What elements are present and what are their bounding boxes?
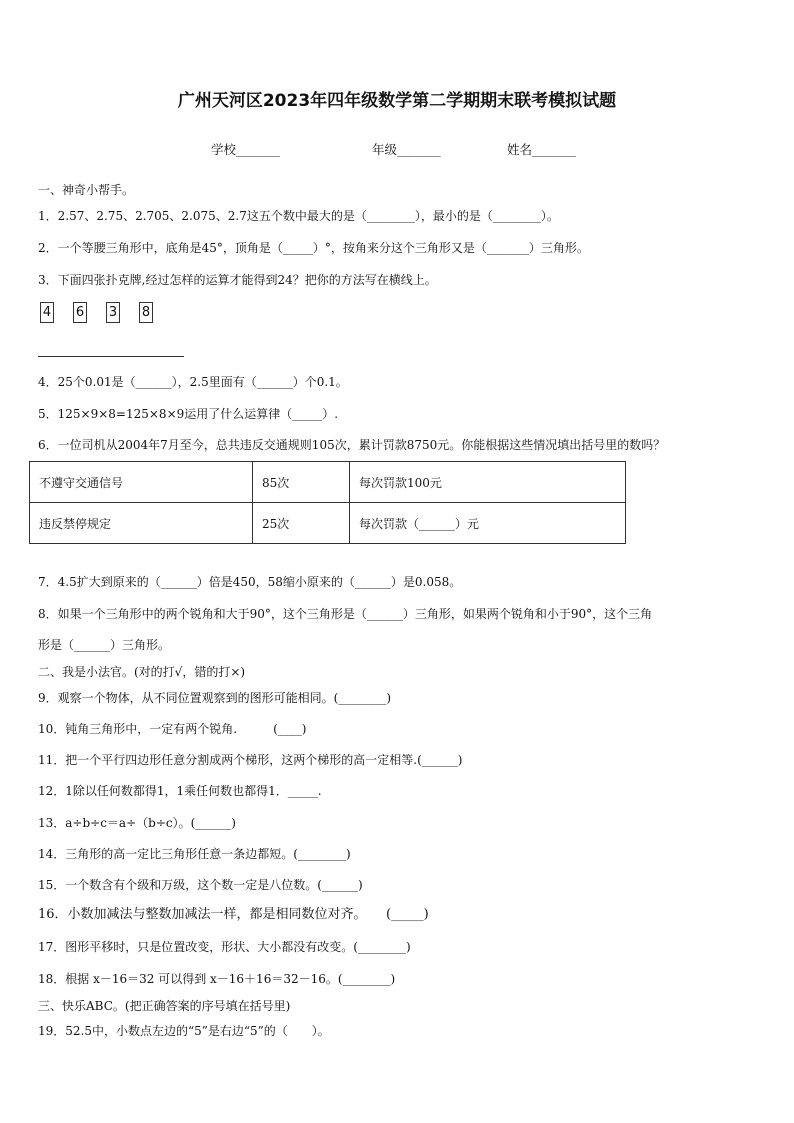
table-cell: 每次罚款100元	[350, 462, 626, 503]
table-row	[30, 462, 626, 503]
playing-card: 6	[73, 302, 87, 323]
question-18: 18．根据 x－16＝32 可以得到 x－16＋16＝32－16。(________)	[38, 972, 396, 986]
playing-card: 4	[40, 302, 54, 323]
question-8-line-1: 8．如果一个三角形中的两个锐角和大于90°，这个三角形是（______）三角形，如果两个锐角和小于90°，这个三角	[38, 607, 653, 621]
question-5: 5．125×9×8=125×8×9运用了什么运算律（_____）.	[38, 407, 339, 421]
question-8-line-2: 形是（______）三角形。	[38, 638, 171, 652]
table-cell: 违反禁停规定	[30, 503, 253, 544]
playing-card: 8	[139, 302, 153, 323]
question-7: 7．4.5扩大到原来的（______）倍是450，58缩小原来的（______）是0.058。	[38, 575, 462, 589]
question-16: 16．小数加减法与整数加减法一样，都是相同数位对齐。 (_____)	[38, 907, 429, 922]
violation-table	[29, 461, 626, 544]
question-13: 13．a÷b÷c＝a÷（b÷c）。(______)	[38, 816, 236, 830]
question-15: 15．一个数含有个级和万级，这个数一定是八位数。(______)	[38, 878, 363, 892]
question-9: 9．观察一个物体，从不同位置观察到的图形可能相同。(________)	[38, 691, 392, 705]
question-14: 14．三角形的高一定比三角形任意一条边都短。(________)	[38, 847, 351, 861]
question-17: 17．图形平移时，只是位置改变，形状、大小都没有改变。(________)	[38, 940, 411, 954]
question-10: 10．钝角三角形中，一定有两个锐角. (____)	[38, 722, 307, 736]
question-11: 11．把一个平行四边形任意分割成两个梯形，这两个梯形的高一定相等.(______)	[38, 753, 463, 767]
question-3: 3．下面四张扑克牌,经过怎样的运算才能得到24？把你的方法写在横线上。	[38, 273, 437, 287]
question-4: 4．25个0.01是（______），2.5里面有（______）个0.1。	[38, 375, 348, 389]
playing-cards	[40, 302, 153, 323]
section-heading-2: 二、我是小法官。(对的打√，错的打×)	[38, 665, 246, 679]
question-2: 2．一个等腰三角形中，底角是45°，顶角是（_____）°，按角来分这个三角形又是（_______）三角形。	[38, 241, 589, 255]
answer-line	[38, 356, 184, 357]
grade-field: 年级_______	[372, 142, 441, 157]
table-cell: 85次	[253, 462, 350, 503]
school-field: 学校_______	[211, 142, 280, 157]
question-12: 12．1除以任何数都得1，1乘任何数也都得1．_____.	[38, 784, 322, 798]
table-cell: 不遵守交通信号	[30, 462, 253, 503]
question-19: 19．52.5中，小数点左边的“5”是右边“5”的（ ）。	[38, 1024, 330, 1038]
name-field: 姓名_______	[507, 142, 576, 157]
question-1: 1．2.57、2.75、2.705、2.075、2.7这五个数中最大的是（________），最小的是（________）。	[38, 209, 559, 223]
section-heading-3: 三、快乐ABC。(把正确答案的序号填在括号里)	[38, 999, 291, 1013]
page-title: 广州天河区2023年四年级数学第二学期期末联考模拟试题	[177, 91, 617, 111]
playing-card: 3	[106, 302, 120, 323]
table-row	[30, 503, 626, 544]
question-6: 6．一位司机从2004年7月至今，总共违反交通规则105次，累计罚款8750元。你能根据这些情况填出括号里的数吗？	[38, 438, 666, 452]
table-cell: 25次	[253, 503, 350, 544]
table-cell: 每次罚款（______）元	[350, 503, 626, 544]
section-heading-1: 一、神奇小帮手。	[38, 183, 135, 197]
